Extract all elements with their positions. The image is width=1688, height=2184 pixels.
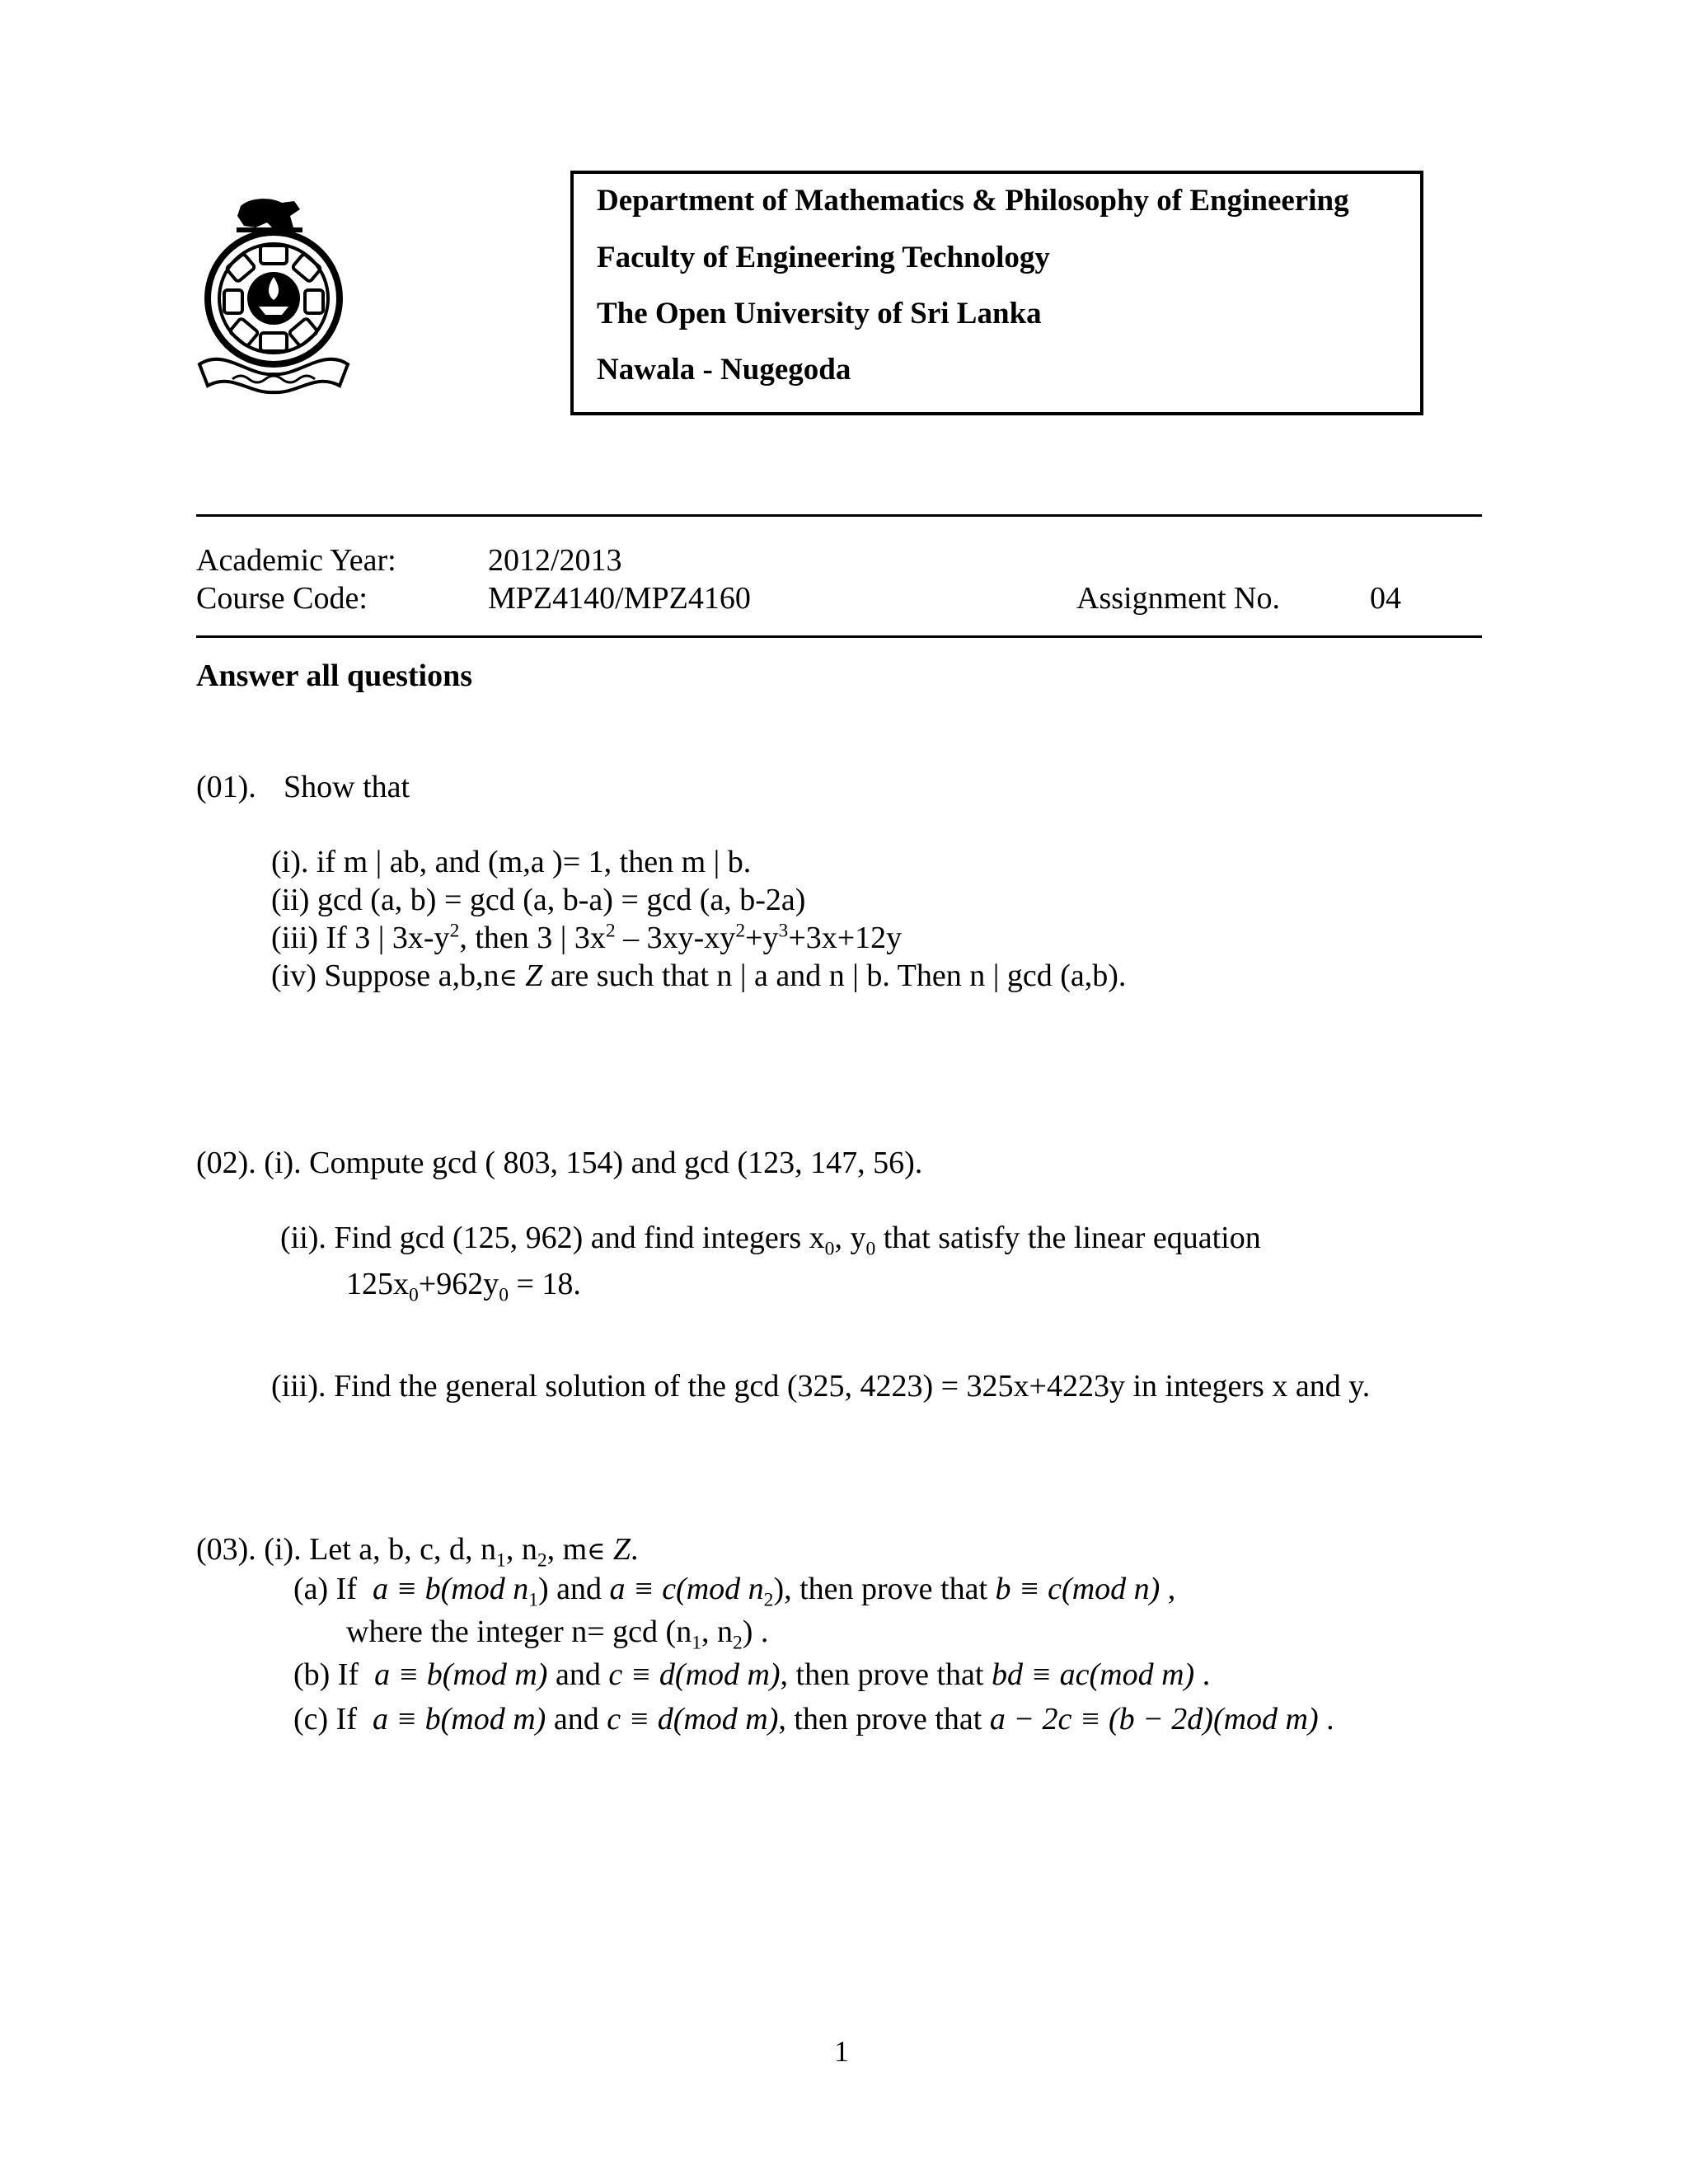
top-rule [196,514,1482,517]
q2-part-ii-line1: (ii). Find gcd (125, 962) and find integers $x_0$, $y_0$ that satisfy the linear equation [280,1221,1261,1260]
assignment-value: 04 [1370,581,1401,616]
q1-part-iv: (iv) Suppose a,b,n∈ Z are such that n | a and n | b. Then n | gcd (a,b). [271,958,1127,993]
q1-part-i: (i). if m | ab, and (m,a )= 1, then m | b. [271,845,752,879]
q3-intro: (03). (i). Let a, b, c, d, $n_1$, $n_2$, m∈ Z. [196,1532,639,1572]
q1-number: (01). [196,770,256,804]
location: Nawala - Nugegoda [597,353,851,387]
course-code-value: MPZ4140/MPZ4160 [488,581,751,616]
university-crest-logo [191,191,356,397]
q3-part-b: (b) If a ≡ b(mod m) and c ≡ d(mod m), then prove that bd ≡ ac(mod m) . [293,1657,1211,1692]
q3-part-a-where: where the integer $n= \gcd (n_1$, $n_2$) . [346,1615,769,1654]
academic-year-value: 2012/2013 [488,543,622,578]
university-name: The Open University of Sri Lanka [597,297,1042,330]
instructions: Answer all questions [196,658,473,693]
q3-part-a: (a) If a ≡ b(mod $n_1$) and a ≡ c(mod $n_2$), then prove that b ≡ c(mod n) , [293,1572,1176,1611]
course-code-label: Course Code: [196,581,368,616]
q2-part-i: (02). (i). Compute gcd ( 803, 154) and gcd (123, 147, 56). [196,1146,923,1180]
bottom-rule [196,635,1482,638]
q2-part-ii-line2: $125x_0+962y_0 = 18$. [346,1267,581,1306]
q1-part-ii: (ii) gcd (a, b) = gcd (a, b-a) = gcd (a, b-2a) [271,883,806,917]
academic-year-label: Academic Year: [196,543,396,578]
q3-part-c: (c) If a ≡ b(mod m) and c ≡ d(mod m), then prove that a − 2c ≡ (b − 2d)(mod m) . [293,1702,1334,1736]
q1-stem: Show that [284,770,410,804]
faculty-name: Faculty of Engineering Technology [597,241,1050,274]
assignment-label: Assignment No. [1076,581,1280,616]
q2-part-iii: (iii). Find the general solution of the gcd (325, 4223) = 325x+4223y in integers x and y. [271,1369,1371,1404]
q1-part-iii: (iii) If 3 | $3x-y^2$, then 3 | $3x^2 - 3xy-xy^2+y^3+3x+12y$ [271,920,903,955]
department-name: Department of Mathematics & Philosophy of Engineering [597,184,1349,218]
page-number: 1 [834,2035,849,2068]
